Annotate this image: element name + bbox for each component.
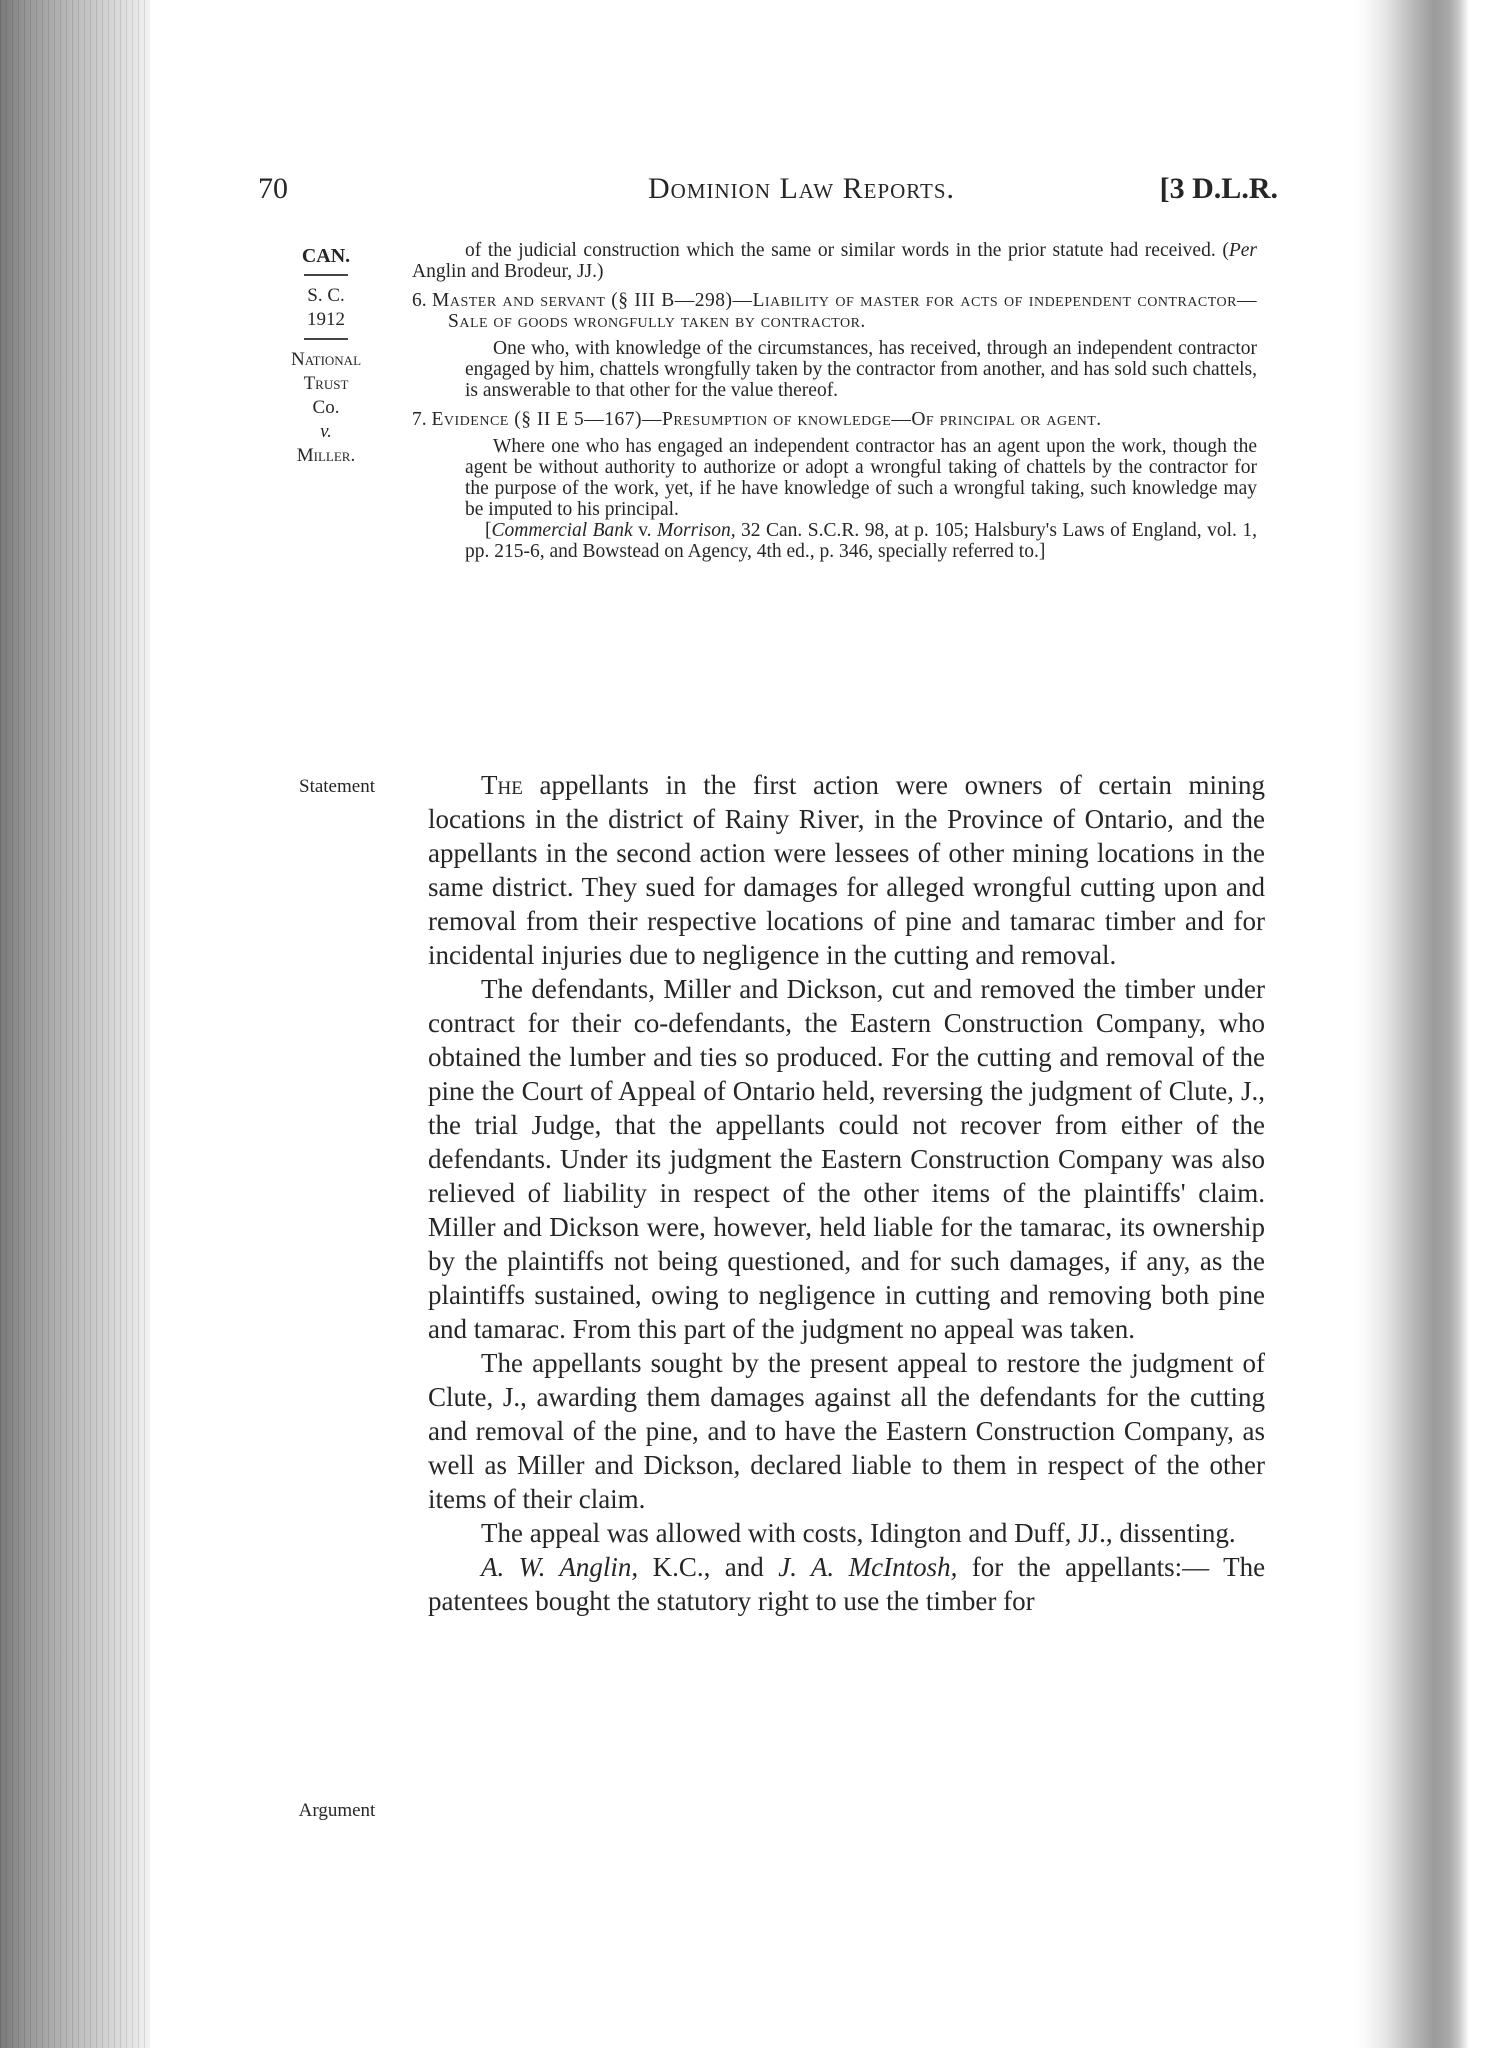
paragraph-1 [428, 768, 1265, 972]
side-versus: v. [320, 421, 332, 442]
marginal-statement: Statement [299, 776, 375, 797]
per-label: Per [1228, 240, 1257, 261]
side-party2: Miller. [296, 445, 356, 466]
headnote-continuation: of the judicial construction which the same or similar words in the prior statute had received. (Per Anglin and Brodeur, JJ.) [412, 240, 1257, 282]
item-number: 7. [412, 409, 427, 430]
headnote-item-6 [412, 290, 1257, 332]
citation-details: 32 Can. S.C.R. 98, at p. 105; Halsbury's Laws of England, vol. 1, pp. 215-6, and Bowstead on Agency, 4th ed., p. 346, specially referred to.] [465, 520, 1258, 562]
paragraph-4: The appeal was allowed with costs, Idington and Duff, JJ., dissenting. [481, 1518, 1236, 1548]
side-party1-line3: Co. [312, 397, 340, 418]
paragraph-2: The defendants, Miller and Dickson, cut and removed the timber under contract for their co-defendants, the Eastern Construction Company, who obtained the lumber and ties so produced. For the cutting and removal of the pine the Court of Appeal of Ontario held, reversing the judgment of Clute, J., the trial Judge, that the appellants could not recover from either of the defendants. Under its judgment the Eastern Construction Company was also relieved of liability in respect of the other items of the plaintiffs' claim. Miller and Dickson were, however, held liable for the tamarac, its ownership by the plaintiffs not being questioned, and for such damages, if any, as the plaintiffs sustained, owing to negligence in cutting and removing both pine and tamarac. From this part of the judgment no appeal was taken. [428, 974, 1265, 1344]
body-text [428, 768, 1265, 1618]
running-title: Dominion Law Reports. [648, 172, 956, 205]
paragraph-5 [428, 1550, 1265, 1618]
side-rule [304, 274, 348, 276]
side-party1-line1: National [290, 349, 362, 370]
headnote-citation: [Commercial Bank v. Morrison, 32 Can. S.C.R. 98, at p. 105; Halsbury's Laws of England, vol. 1, pp. 215-6, and Bowstead on Agency, 4th ed., p. 346, specially referred to.] [465, 520, 1258, 562]
side-note [270, 244, 382, 468]
cited-versus: v. [638, 520, 652, 541]
side-rule [304, 338, 348, 340]
paragraph-1-text: appellants in the first action were owners of certain mining locations in the district of Rainy River, in the Province of Ontario, and the appellants in the second action were lessees of other mining locations in the same district. They sued for damages for alleged wrongful cutting upon and removal from their respective locations of pine and tamarac timber and for incidental injuries due to negligence in the cutting and removal. [428, 770, 1265, 970]
running-head [258, 172, 1278, 212]
counsel-2: J. A. McIntosh, [778, 1552, 958, 1582]
paragraph-5-text: for the appellants:— The patentees bought the statutory right to use the timber for [428, 1552, 1266, 1616]
item-number: 6. [412, 290, 427, 311]
headnote-item-7 [412, 409, 1257, 430]
book-spine-left [0, 0, 150, 2048]
side-country: CAN. [301, 245, 351, 267]
counsel-1: A. W. Anglin, [481, 1552, 639, 1582]
headnote [412, 240, 1257, 562]
cited-party: Morrison, [657, 520, 736, 541]
headnote-held-7: Where one who has engaged an independent contractor has an agent upon the work, though the agent be without authority to authorize or adopt a wrongful taking of chattels by the contractor for the purpose of the work, yet, if he have knowledge of such a wrongful taking, such knowledge may be imputed to his principal. [465, 436, 1257, 520]
item-heading: Master and servant (§ III B—298)—Liability of master for acts of independent contractor—Sale of goods wrongfully taken by contractor. [432, 290, 1258, 332]
counsel-kc: K.C., and [652, 1552, 764, 1582]
side-court: S. C. [307, 285, 345, 306]
side-year: 1912 [307, 309, 345, 330]
lead-word: The [481, 770, 523, 800]
page-edges [0, 0, 150, 2048]
side-party1-line2: Trust [303, 373, 349, 394]
item-heading: Evidence (§ II E 5—167)—Presumption of knowledge—Of principal or agent. [431, 409, 1102, 430]
marginal-argument: Argument [298, 1800, 376, 1821]
cited-case: Commercial Bank [491, 520, 633, 541]
headnote-continuation-text: of the judicial construction which the same or similar words in the prior statute had received. [465, 240, 1216, 261]
judges: Anglin and Brodeur, JJ. [412, 261, 597, 282]
headnote-held-6: One who, with knowledge of the circumstances, has received, through an independent contractor engaged by him, chattels wrongfully taken by the contractor from another, and has sold such chattels, is answerable to that other for the value thereof. [465, 338, 1257, 401]
paragraph-3: The appellants sought by the present appeal to restore the judgment of Clute, J., awarding them damages against all the defendants for the cutting and removal of the pine, and to have the Eastern Construction Company, as well as Miller and Dickson, declared liable to them in respect of the other items of their claim. [428, 1348, 1265, 1514]
volume-reference: [3 D.L.R. [1159, 172, 1278, 205]
page-number: 70 [258, 172, 288, 205]
book-edge-right [1354, 0, 1504, 2048]
